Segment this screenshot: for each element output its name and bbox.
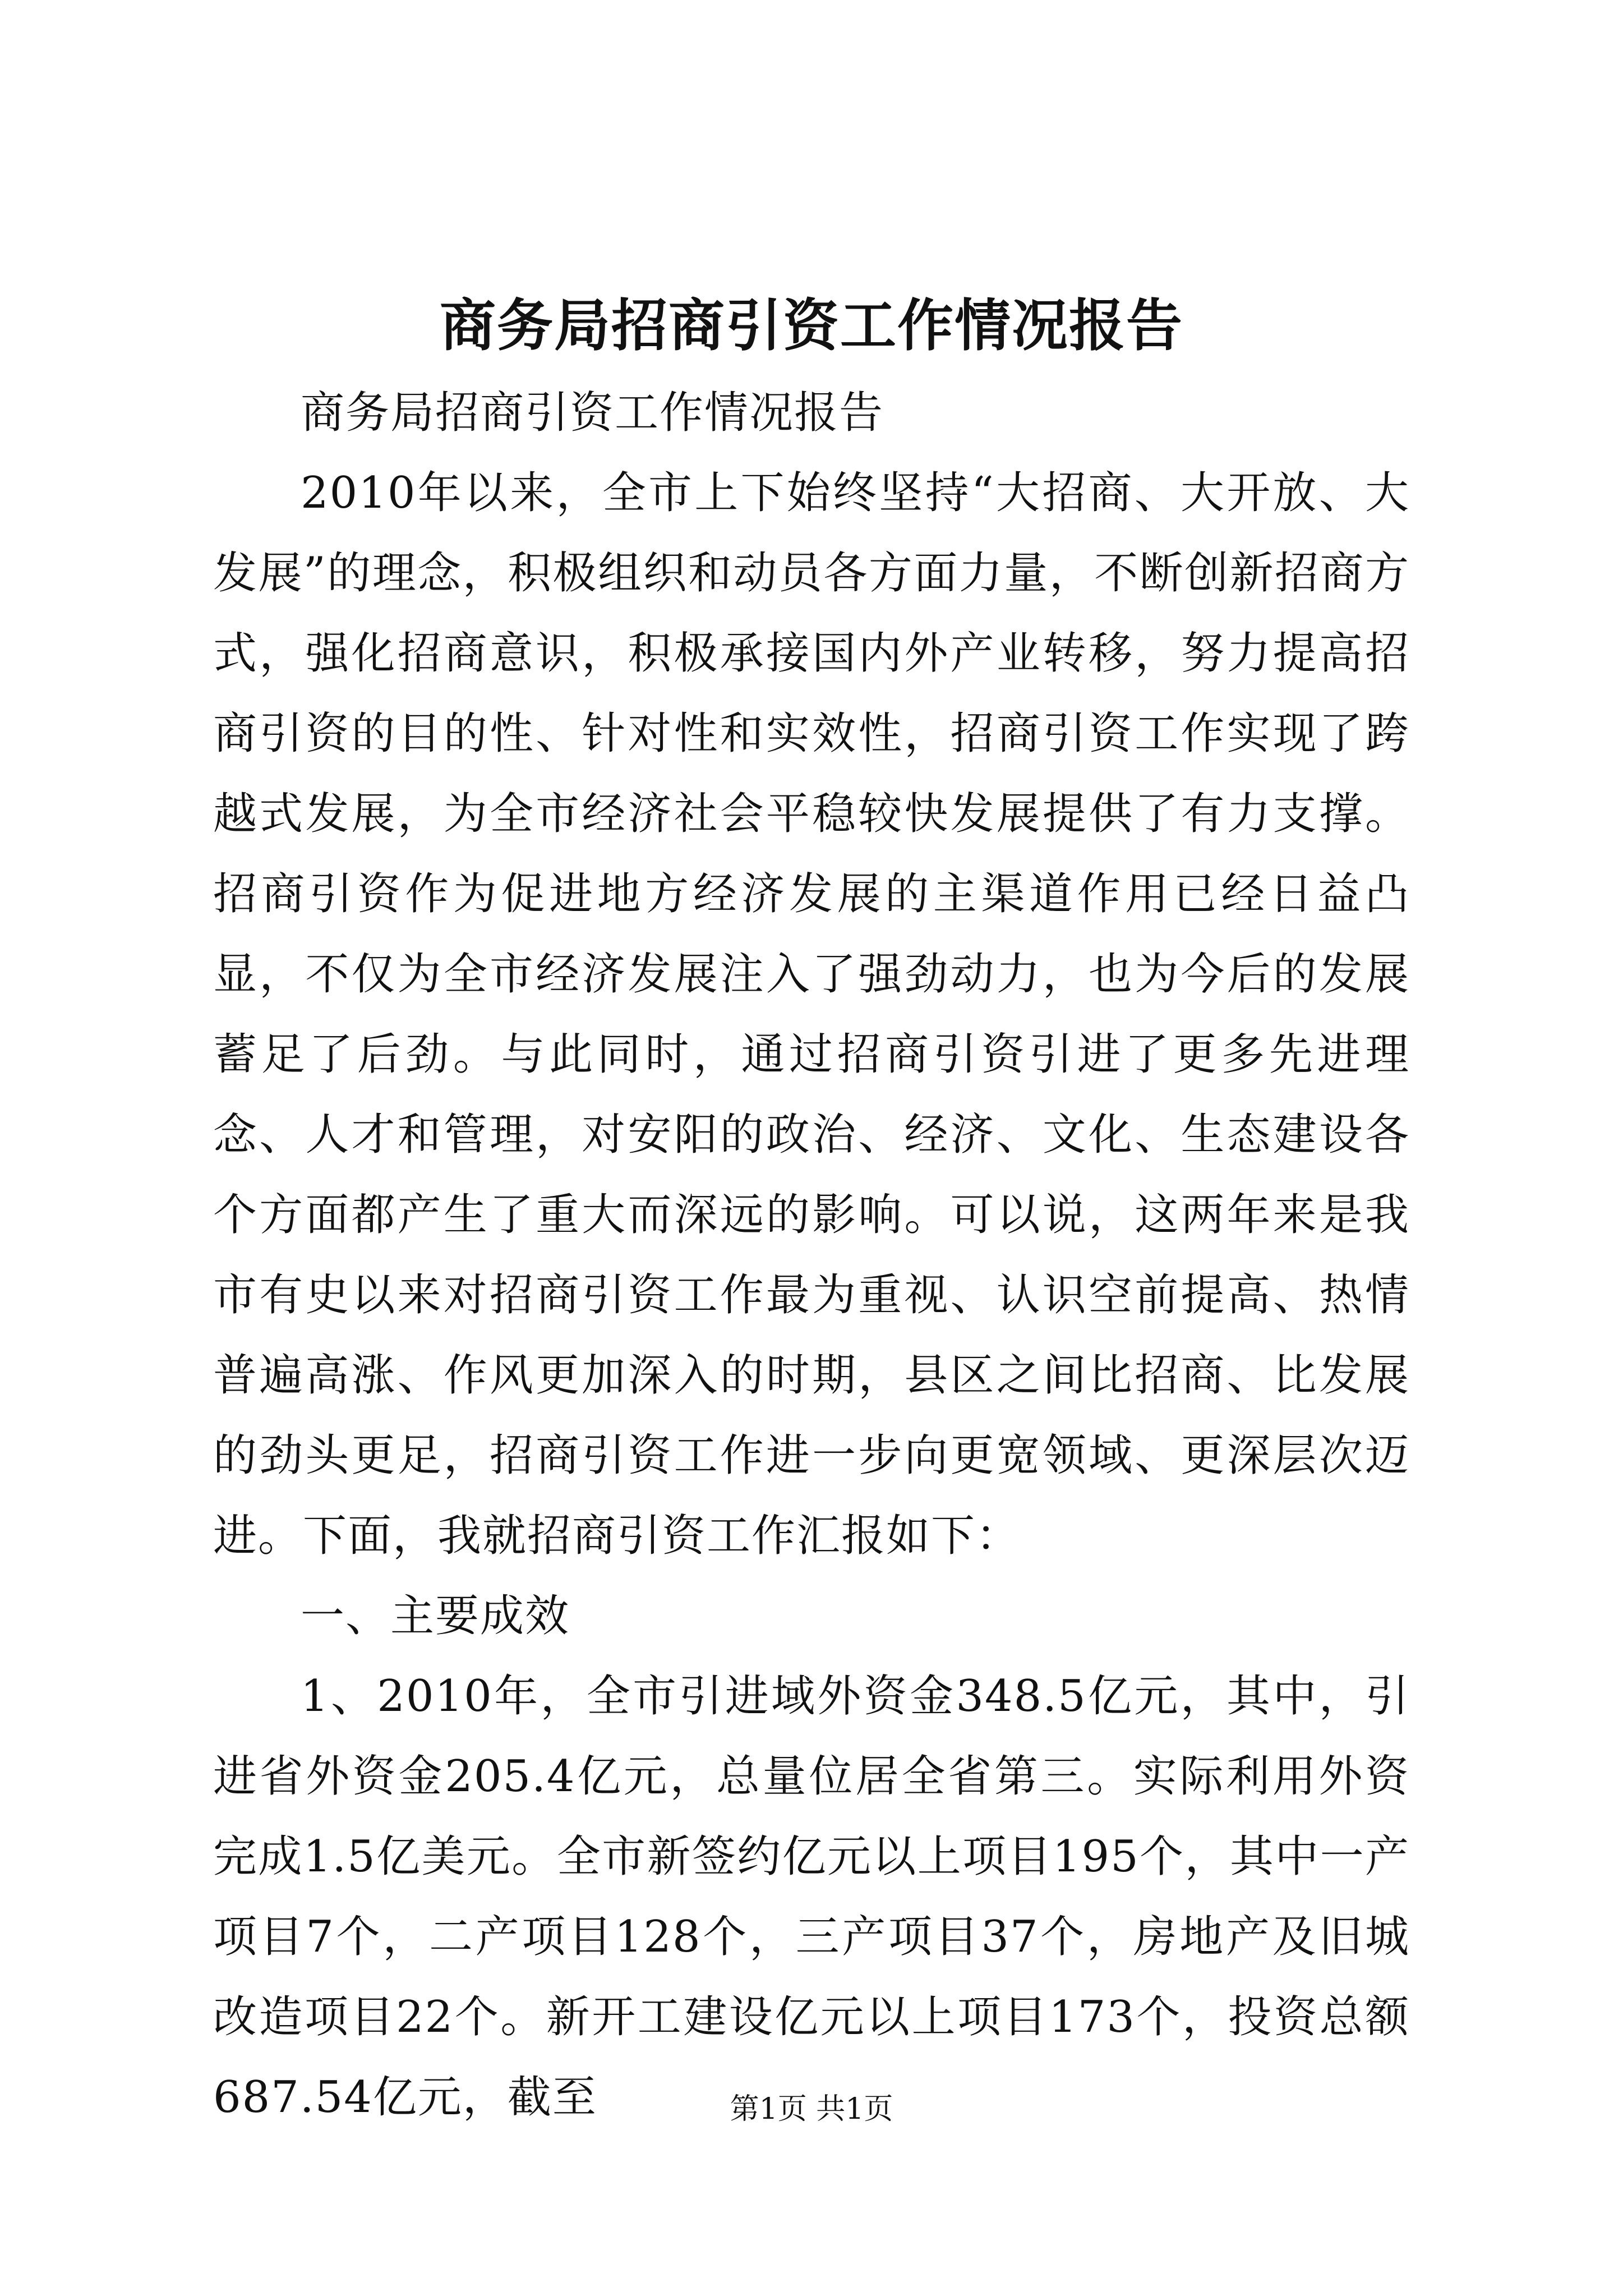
page-footer: 第1页 共1页 <box>730 2092 893 2126</box>
document-body <box>213 373 1410 2138</box>
subtitle-paragraph: 商务局招商引资工作情况报告 <box>301 388 884 438</box>
results-paragraph: 1、2010年，全市引进域外资金348.5亿元，其中，引进省外资金205.4亿元，总量位居全省第三。实际利用外资完成1.5亿美元。全市新签约亿元以上项目195个，其中一产项目7个，二产项目128个，三产项目37个，房地产及旧城改造项目22个。新开工建设亿元以上项目173个，投资总额687.54亿元，截至 <box>213 1671 1410 2123</box>
section-heading: 一、主要成效 <box>301 1591 570 1641</box>
intro-paragraph: 2010年以来，全市上下始终坚持“大招商、大开放、大发展”的理念，积极组织和动员各方面力量，不断创新招商方式，强化招商意识，积极承接国内外产业转移，努力提高招商引资的目的性、针对性和实效性，招商引资工作实现了跨越式发展，为全市经济社会平稳较快发展提供了有力支撑。招商引资作为促进地方经济发展的主渠道作用已经日益凸显，不仅为全市经济发展注入了强劲动力，也为今后的发展蓄足了后劲。与此同时，通过招商引资引进了更多先进理念、人才和管理，对安阳的政治、经济、文化、生态建设各个方面都产生了重大而深远的影响。可以说，这两年来是我市有史以来对招商引资工作最为重视、认识空前提高、热情普遍高涨、作风更加深入的时期，县区之间比招商、比发展的劲头更足，招商引资工作进一步向更宽领域、更深层次迈进。下面，我就招商引资工作汇报如下： <box>213 468 1410 1561</box>
document-title: 商务局招商引资工作情况报告 <box>440 292 1183 358</box>
